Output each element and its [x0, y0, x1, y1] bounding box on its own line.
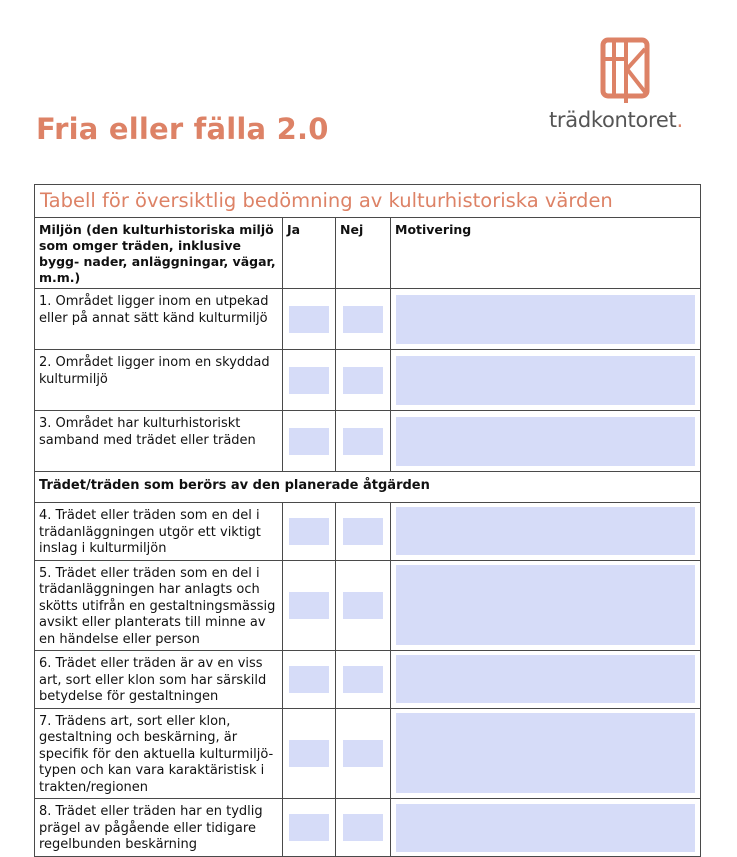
nej-field[interactable]: [343, 740, 383, 767]
criterion-text: 7. Trädens art, sort eller klon, gestaltning och beskärning, är specifik för den aktuella kulturmiljö- typen och kan vara karaktäristisk i trakten/regionen: [35, 708, 283, 799]
document-title: Fria eller fälla 2.0: [36, 112, 329, 146]
motivering-field[interactable]: [396, 713, 695, 793]
nej-field[interactable]: [343, 592, 383, 619]
criterion-text: 1. Området ligger inom en utpekad eller på annat sätt känd kulturmiljö: [35, 289, 283, 350]
motivering-field[interactable]: [396, 804, 695, 852]
criterion-text: 3. Området har kulturhistoriskt samband med trädet eller träden: [35, 411, 283, 472]
column-header-criterion: Miljön (den kulturhistoriska miljö som omger träden, inklusive bygg- nader, anläggningar, vägar, m.m.): [35, 218, 283, 289]
column-header-ja: Ja: [283, 218, 336, 289]
ja-field[interactable]: [289, 814, 329, 841]
motivering-field[interactable]: [396, 356, 695, 405]
ja-field[interactable]: [289, 518, 329, 545]
nej-field[interactable]: [343, 428, 383, 455]
table-row: [35, 289, 701, 350]
motivering-field[interactable]: [396, 655, 695, 703]
motivering-field[interactable]: [396, 507, 695, 555]
motivering-field[interactable]: [396, 417, 695, 466]
ja-field[interactable]: [289, 740, 329, 767]
table-row: [35, 560, 701, 651]
table-row: [35, 651, 701, 709]
nej-field[interactable]: [343, 814, 383, 841]
motivering-field[interactable]: [396, 295, 695, 344]
criterion-text: 2. Området ligger inom en skyddad kulturmiljö: [35, 350, 283, 411]
tree-logo-icon: [600, 37, 650, 107]
motivering-field[interactable]: [396, 565, 695, 645]
nej-field[interactable]: [343, 666, 383, 693]
nej-field[interactable]: [343, 367, 383, 394]
table-row: [35, 350, 701, 411]
criterion-text: 6. Trädet eller träden är av en viss art, sort eller klon som har särskild betydelse för gestaltningen: [35, 651, 283, 709]
column-header-motivering: Motivering: [391, 218, 701, 289]
column-header-nej: Nej: [336, 218, 391, 289]
table-caption: Tabell för översiktlig bedömning av kulturhistoriska värden: [35, 185, 701, 218]
ja-field[interactable]: [289, 666, 329, 693]
table-row: [35, 708, 701, 799]
criterion-text: 4. Trädet eller träden som en del i trädanläggningen utgör ett viktigt inslag i kulturmiljön: [35, 503, 283, 561]
assessment-table: [34, 184, 701, 857]
nej-field[interactable]: [343, 306, 383, 333]
section-heading: Trädet/träden som berörs av den planerade åtgärden: [35, 472, 701, 503]
ja-field[interactable]: [289, 428, 329, 455]
criterion-text: 8. Trädet eller träden har en tydlig prägel av pågående eller tidigare regelbunden beskärning: [35, 799, 283, 857]
logo-wordmark: trädkontoret.: [549, 108, 683, 132]
nej-field[interactable]: [343, 518, 383, 545]
ja-field[interactable]: [289, 367, 329, 394]
tradkontoret-logo: [549, 37, 709, 137]
table-row: [35, 411, 701, 472]
table-row: [35, 799, 701, 857]
ja-field[interactable]: [289, 306, 329, 333]
table-row: [35, 503, 701, 561]
criterion-text: 5. Trädet eller träden som en del i trädanläggningen har anlagts och skötts utifrån en gestaltningsmässig avsikt eller planterats till minne av en händelse eller person: [35, 560, 283, 651]
ja-field[interactable]: [289, 592, 329, 619]
